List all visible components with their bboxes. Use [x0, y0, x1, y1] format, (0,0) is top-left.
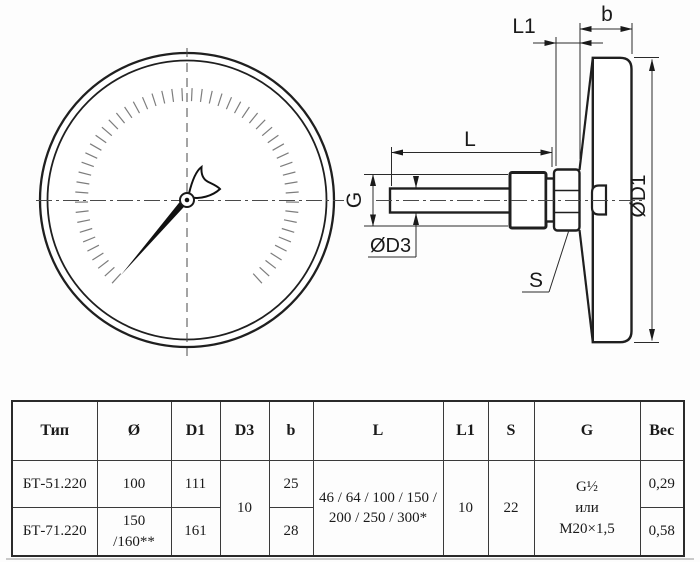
cell-b-2: 28: [269, 508, 313, 557]
spec-table: [11, 400, 685, 557]
cell-g-line3: M20×1,5: [559, 520, 615, 537]
cell-g-line1: G½: [575, 478, 599, 495]
pointer-hub-dot: [185, 198, 190, 203]
leader-line-s: [549, 230, 569, 292]
case-taper-bottom: [580, 230, 593, 342]
dial-tick: [182, 88, 183, 101]
dial-tick: [192, 88, 193, 101]
cell-diameter-1: 100: [97, 461, 171, 508]
col-header-type: Тип: [12, 401, 97, 461]
cell-g-merged: [534, 461, 640, 557]
dim-label-l: L: [464, 128, 476, 151]
col-header-s: S: [488, 401, 534, 461]
cell-diameter-2-line1: 150: [122, 513, 146, 530]
dim-label-b: b: [601, 3, 613, 26]
col-header-b: b: [269, 401, 313, 461]
cell-d3-merged: 10: [220, 461, 269, 557]
cell-diameter-2: [97, 508, 171, 557]
cell-d1-1: 111: [171, 461, 220, 508]
cell-l-line2: 200 / 250 / 300*: [328, 510, 428, 526]
cell-diameter-2-line2: /160**: [113, 533, 155, 550]
cell-weight-1: 0,29: [640, 461, 684, 508]
dim-label-g: G: [343, 191, 366, 209]
col-header-diameter: Ø: [97, 401, 171, 461]
cell-weight-2: 0,58: [640, 508, 684, 557]
case-taper-top: [580, 58, 593, 170]
cell-type-1: БТ-51.220: [12, 461, 97, 508]
dim-label-l1: L1: [512, 15, 536, 38]
cell-type-2: БТ-71.220: [12, 508, 97, 557]
col-header-l: L: [313, 401, 443, 461]
side-view: [376, 58, 644, 342]
dim-label-s: S: [528, 269, 544, 292]
cell-g-line2: или: [575, 499, 599, 516]
dim-label-d3: ØD3: [370, 235, 412, 257]
col-header-weight: Вес: [640, 401, 684, 461]
dial-front-view: [36, 48, 344, 356]
dim-label-d1: ØD1: [627, 174, 650, 218]
cell-b-1: 25: [269, 461, 313, 508]
col-header-l1: L1: [443, 401, 488, 461]
cell-l-merged: [313, 461, 443, 557]
cell-s-merged: 22: [488, 461, 534, 557]
table-row: [12, 461, 684, 508]
cell-l1-merged: 10: [443, 461, 488, 557]
table-header-row: [12, 401, 684, 461]
col-header-d1: D1: [171, 401, 220, 461]
cell-l-line1: 46 / 64 / 100 / 150 /: [319, 489, 437, 506]
col-header-d3: D3: [220, 401, 269, 461]
bottom-divider: [6, 558, 694, 560]
cell-d1-2: 161: [171, 508, 220, 557]
col-header-g: G: [534, 401, 640, 461]
